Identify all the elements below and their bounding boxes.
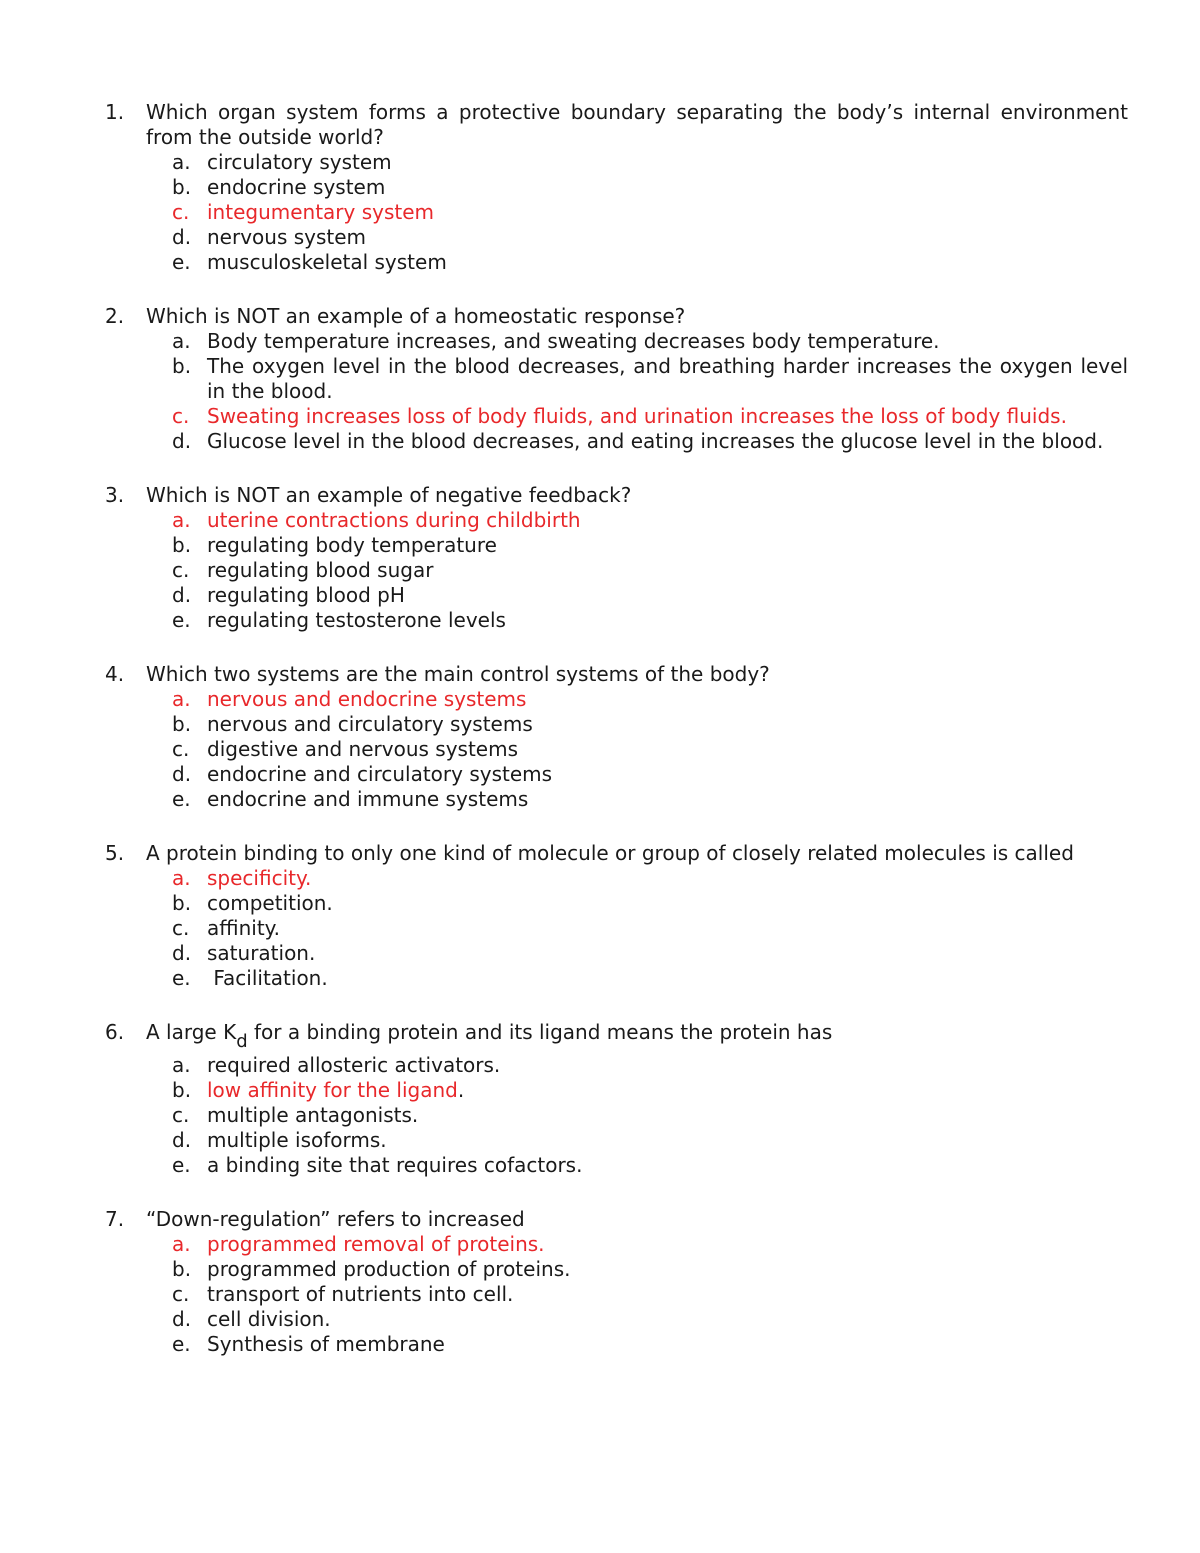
kd-subscript: d	[236, 1031, 248, 1052]
question-number: 5.	[105, 841, 125, 865]
option-text: Synthesis of membrane	[207, 1332, 445, 1356]
question-text: “Down-regulation” refers to increased	[146, 1207, 525, 1231]
option-letter: b.	[172, 533, 192, 557]
option-letter: c.	[172, 404, 190, 428]
question-text: Which is NOT an example of a homeostatic response?	[146, 304, 686, 328]
answer-option	[0, 1053, 1200, 1078]
option-letter: d.	[172, 941, 192, 965]
option-letter: e.	[172, 608, 191, 632]
option-letter: a.	[172, 508, 191, 532]
option-text: a binding site that requires cofactors.	[207, 1153, 583, 1177]
answer-option	[0, 712, 1200, 737]
option-text	[207, 1078, 1128, 1103]
correct-answer-option	[0, 200, 1200, 225]
option-text: cell division.	[207, 1307, 331, 1331]
option-text: programmed production of proteins.	[207, 1257, 571, 1281]
question-text-part: A large K	[146, 1020, 237, 1044]
option-letter: c.	[172, 1103, 190, 1127]
question-7	[0, 1207, 1200, 1357]
correct-answer-option	[0, 404, 1200, 429]
option-letter: e.	[172, 787, 191, 811]
answer-option	[0, 150, 1200, 175]
answer-option	[0, 1332, 1200, 1357]
option-text: uterine contractions during childbirth	[207, 508, 581, 532]
option-letter: c.	[172, 558, 190, 582]
option-letter: a.	[172, 150, 191, 174]
quiz-document	[0, 100, 1200, 1386]
answer-options	[0, 150, 1200, 275]
option-text: affinity.	[207, 916, 281, 940]
option-letter: c.	[172, 737, 190, 761]
answer-option	[0, 941, 1200, 966]
option-text: transport of nutrients into cell.	[207, 1282, 514, 1306]
answer-option	[0, 1103, 1200, 1128]
option-text: Facilitation.	[207, 966, 328, 990]
option-letter: b.	[172, 712, 192, 736]
option-text: regulating blood sugar	[207, 558, 434, 582]
answer-option	[0, 966, 1200, 991]
option-text: nervous and circulatory systems	[207, 712, 533, 736]
answer-option	[0, 1153, 1200, 1178]
answer-option	[0, 558, 1200, 583]
question-text: Which two systems are the main control systems of the body?	[146, 662, 770, 686]
option-text: circulatory system	[207, 150, 392, 174]
option-text: programmed removal of proteins.	[207, 1232, 545, 1256]
option-letter: b.	[172, 891, 192, 915]
question-6	[0, 1020, 1200, 1178]
option-letter: d.	[172, 583, 192, 607]
option-text: Sweating increases loss of body fluids, and urination increases the loss of body fluids.	[207, 404, 1067, 428]
answer-options	[0, 866, 1200, 991]
answer-option	[0, 533, 1200, 558]
option-text: digestive and nervous systems	[207, 737, 519, 761]
answer-option	[0, 1307, 1200, 1332]
option-text: saturation.	[207, 941, 316, 965]
correct-answer-option	[0, 1232, 1200, 1257]
answer-options	[0, 1232, 1200, 1357]
option-text: regulating testosterone levels	[207, 608, 506, 632]
option-letter: a.	[172, 866, 191, 890]
option-text: Glucose level in the blood decreases, and eating increases the glucose level in the blood.	[207, 429, 1104, 453]
option-letter: b.	[172, 354, 192, 378]
option-text: musculoskeletal system	[207, 250, 447, 274]
option-text: required allosteric activators.	[207, 1053, 501, 1077]
option-text: multiple antagonists.	[207, 1103, 419, 1127]
question-3	[0, 483, 1200, 633]
option-text: nervous system	[207, 225, 367, 249]
option-text: Body temperature increases, and sweating decreases body temperature.	[207, 329, 940, 353]
question-1	[0, 100, 1200, 275]
answer-option	[0, 1257, 1200, 1282]
answer-option	[0, 762, 1200, 787]
answer-option	[0, 1128, 1200, 1153]
option-letter: a.	[172, 687, 191, 711]
question-number: 4.	[105, 662, 125, 686]
question-text: A protein binding to only one kind of molecule or group of closely related molecules is called	[146, 841, 1074, 865]
option-letter: a.	[172, 329, 191, 353]
question-number: 7.	[105, 1207, 125, 1231]
option-text: specificity.	[207, 866, 312, 890]
answer-options	[0, 687, 1200, 812]
question-5	[0, 841, 1200, 991]
option-letter: b.	[172, 1078, 192, 1102]
option-text: nervous and endocrine systems	[207, 687, 527, 711]
question-text: Which organ system forms a protective boundary separating the body’s internal environment from the outside world?	[146, 100, 1128, 149]
option-text: endocrine and circulatory systems	[207, 762, 553, 786]
question-number: 1.	[105, 100, 125, 124]
option-letter: d.	[172, 429, 192, 453]
option-text: endocrine system	[207, 175, 386, 199]
question-number: 6.	[105, 1020, 125, 1044]
answer-option	[0, 916, 1200, 941]
answer-option	[0, 583, 1200, 608]
correct-answer-option	[0, 866, 1200, 891]
option-letter: e.	[172, 250, 191, 274]
answer-option	[0, 429, 1200, 454]
option-text: integumentary system	[207, 200, 435, 224]
question-4	[0, 662, 1200, 812]
answer-option	[0, 329, 1200, 354]
option-letter: e.	[172, 1332, 191, 1356]
answer-options	[0, 329, 1200, 454]
option-suffix: .	[457, 1078, 465, 1102]
option-letter: d.	[172, 225, 192, 249]
question-text	[146, 1020, 1128, 1052]
answer-option	[0, 737, 1200, 762]
answer-option	[0, 787, 1200, 812]
question-text: Which is NOT an example of negative feedback?	[146, 483, 632, 507]
option-letter: b.	[172, 1257, 192, 1281]
option-letter: c.	[172, 1282, 190, 1306]
answer-options	[0, 508, 1200, 633]
answer-options	[0, 1053, 1200, 1178]
question-number: 3.	[105, 483, 125, 507]
option-letter: d.	[172, 762, 192, 786]
correct-answer-option	[0, 687, 1200, 712]
option-text: regulating body temperature	[207, 533, 497, 557]
answer-option	[0, 354, 1200, 404]
option-letter: a.	[172, 1053, 191, 1077]
option-text: endocrine and immune systems	[207, 787, 529, 811]
option-letter: e.	[172, 1153, 191, 1177]
question-text-part: for a binding protein and its ligand means the protein has	[247, 1020, 833, 1044]
answer-option	[0, 225, 1200, 250]
answer-option	[0, 608, 1200, 633]
option-text: multiple isoforms.	[207, 1128, 387, 1152]
question-number: 2.	[105, 304, 125, 328]
question-2	[0, 304, 1200, 454]
option-text: competition.	[207, 891, 333, 915]
option-letter: c.	[172, 200, 190, 224]
option-letter: d.	[172, 1128, 192, 1152]
option-letter: c.	[172, 916, 190, 940]
option-letter: a.	[172, 1232, 191, 1256]
answer-option	[0, 175, 1200, 200]
answer-option	[0, 1078, 1200, 1103]
answer-option	[0, 1282, 1200, 1307]
correct-answer-option	[0, 508, 1200, 533]
option-text: regulating blood pH	[207, 583, 405, 607]
option-letter: d.	[172, 1307, 192, 1331]
option-text: The oxygen level in the blood decreases, and breathing harder increases the oxygen level in the blood.	[207, 354, 1128, 403]
correct-answer-text: low affinity for the ligand	[207, 1078, 458, 1102]
option-letter: b.	[172, 175, 192, 199]
answer-option	[0, 891, 1200, 916]
option-letter: e.	[172, 966, 191, 990]
answer-option	[0, 250, 1200, 275]
